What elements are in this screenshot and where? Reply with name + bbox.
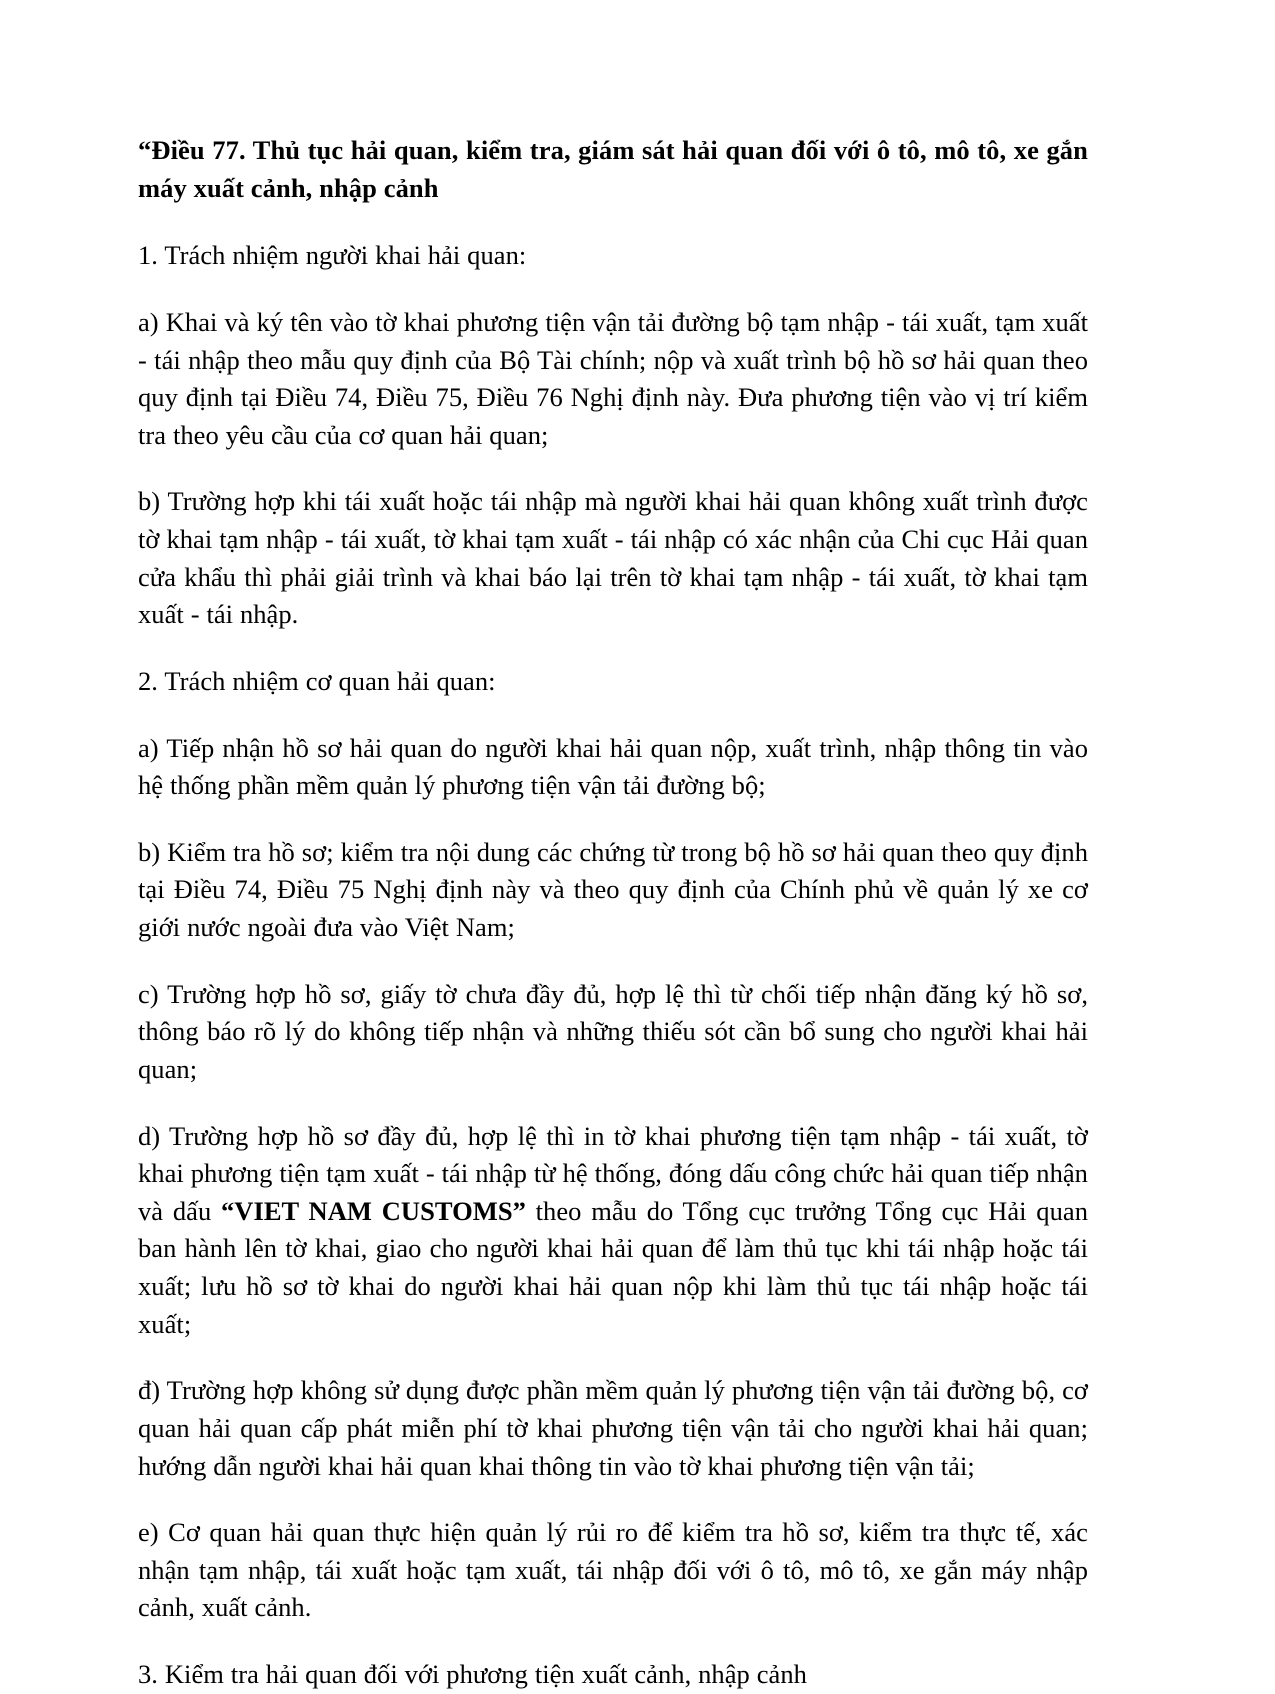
section-2-item-e: e) Cơ quan hải quan thực hiện quản lý rủi ro để kiểm tra hồ sơ, kiểm tra thực tế, xác nhận tạm nhập, tái xuất hoặc tạm xuất, tái nhập đối với ô tô, mô tô, xe gắn máy nhập cảnh, xuất cảnh.	[138, 1517, 1088, 1623]
section-1-item-b: b) Trường hợp khi tái xuất hoặc tái nhập mà người khai hải quan không xuất trình được tờ khai tạm nhập - tái xuất, tờ khai tạm xuất - tái nhập có xác nhận của Chi cục Hải quan cửa khẩu thì phải giải trình và khai báo lại trên tờ khai tạm nhập - tái xuất, tờ khai tạm xuất - tái nhập.	[138, 486, 1088, 630]
section-2-item-a: a) Tiếp nhận hồ sơ hải quan do người khai hải quan nộp, xuất trình, nhập thông tin vào hệ thống phần mềm quản lý phương tiện vận tải đường bộ;	[138, 732, 1088, 801]
stamp-name-viet-nam-customs: “VIET NAM CUSTOMS”	[220, 1195, 526, 1226]
section-2-item-d-text-before-stamp: d) Trường hợp hồ sơ đầy đủ, hợp lệ thì in tờ khai phương tiện tạm nhập - tái xuất, tờ khai phương tiện tạm xuất - tái nhập từ hệ thống, đóng dấu công chức hải quan tiếp nhận và dấu	[138, 1120, 1088, 1226]
section-2-item-dd: đ) Trường hợp không sử dụng được phần mềm quản lý phương tiện vận tải đường bộ, cơ quan hải quan cấp phát miễn phí tờ khai phương tiện vận tải cho người khai hải quan; hướng dẫn người khai hải quan khai thông tin vào tờ khai phương tiện vận tải;	[138, 1375, 1088, 1481]
section-2-item-c: c) Trường hợp hồ sơ, giấy tờ chưa đầy đủ, hợp lệ thì từ chối tiếp nhận đăng ký hồ sơ, thông báo rõ lý do không tiếp nhận và những thiếu sót cần bổ sung cho người khai hải quan;	[138, 978, 1088, 1084]
section-2-item-d-text-after-stamp: theo mẫu do Tổng cục trưởng Tổng cục Hải quan ban hành lên tờ khai, giao cho người khai hải quan để làm thủ tục khi tái nhập hoặc tái xuất; lưu hồ sơ tờ khai do người khai hải quan nộp khi làm thủ tục tái nhập hoặc tái xuất;	[138, 1195, 1089, 1339]
section-2-item-d	[138, 1118, 1088, 1344]
section-1-item-a: a) Khai và ký tên vào tờ khai phương tiện vận tải đường bộ tạm nhập - tái xuất, tạm xuất - tái nhập theo mẫu quy định của Bộ Tài chính; nộp và xuất trình bộ hồ sơ hải quan theo quy định tại Điều 74, Điều 75, Điều 76 Nghị định này. Đưa phương tiện vào vị trí kiểm tra theo yêu cầu của cơ quan hải quan;	[138, 306, 1088, 450]
section-2-item-b: b) Kiểm tra hồ sơ; kiểm tra nội dung các chứng từ trong bộ hồ sơ hải quan theo quy định tại Điều 74, Điều 75 Nghị định này và theo quy định của Chính phủ về quản lý xe cơ giới nước ngoài đưa vào Việt Nam;	[138, 836, 1088, 942]
page-title: “Điều 77. Thủ tục hải quan, kiểm tra, giám sát hải quan đối với ô tô, mô tô, xe gắn máy xuất cảnh, nhập cảnh	[138, 135, 1088, 203]
section-2-heading: 2. Trách nhiệm cơ quan hải quan:	[138, 665, 496, 696]
section-3-heading: 3. Kiểm tra hải quan đối với phương tiện xuất cảnh, nhập cảnh	[138, 1659, 807, 1689]
document-body	[138, 132, 1088, 1694]
section-1-heading: 1. Trách nhiệm người khai hải quan:	[138, 240, 527, 271]
